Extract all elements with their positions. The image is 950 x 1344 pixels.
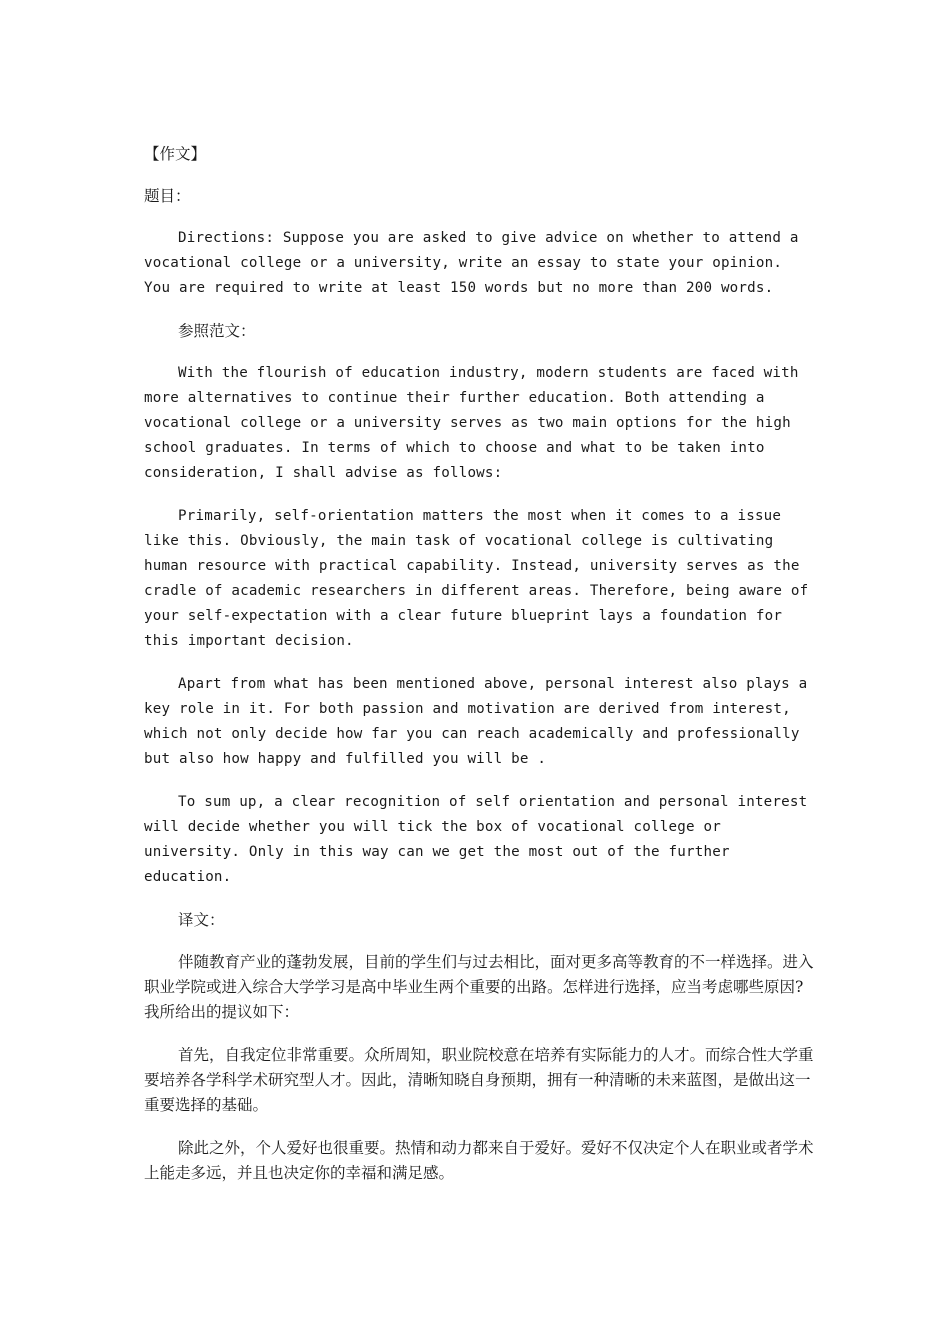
translation-label: 译文： <box>178 911 225 929</box>
translation-paragraph: 除此之外，个人爱好也很重要。热情和动力都来自于爱好。爱好不仅决定个人在职业或者学术上能走多远，并且也决定你的幸福和满足感。 <box>144 1139 814 1182</box>
document-body <box>144 142 814 1204</box>
translation-paragraph: 首先，自我定位非常重要。众所周知，职业院校意在培养有实际能力的人才。而综合性大学重要培养各学科学术研究型人才。因此，清晰知晓自身预期，拥有一种清晰的未来蓝图，是做出这一重要选择的基础。 <box>144 1046 814 1114</box>
directions-paragraph: Directions: Suppose you are asked to give advice on whether to attend a vocational college or a university, write an essay to state your opinion. You are required to write at least 150 words but no more than 200 words. <box>144 230 799 296</box>
translation-paragraph: 伴随教育产业的蓬勃发展，目前的学生们与过去相比，面对更多高等教育的不一样选择。进入职业学院或进入综合大学学习是高中毕业生两个重要的出路。怎样进行选择，应当考虑哪些原因?我所给出的提议如下： <box>144 953 814 1021</box>
sample-essay-label: 参照范文： <box>178 322 256 340</box>
section-heading: 【作文】 <box>144 145 207 163</box>
sample-paragraph: With the flourish of education industry, modern students are faced with more alternatives to continue their further education. Both attending a vocational college or a university serves as two main options for the high school graduates. In terms of which to choose and what to be taken into consideration, I shall advise as follows: <box>144 365 799 481</box>
sample-paragraph: To sum up, a clear recognition of self orientation and personal interest will decide whether you will tick the box of vocational college or university. Only in this way can we get the most out of the further education. <box>144 794 808 885</box>
sample-paragraph: Apart from what has been mentioned above, personal interest also plays a key role in it. For both passion and motivation are derived from interest, which not only decide how far you can reach academically and professionally but also how happy and fulfilled you will be . <box>144 676 808 767</box>
topic-label: 题目： <box>144 187 191 205</box>
sample-paragraph: Primarily, self-orientation matters the most when it comes to a issue like this. Obviously, the main task of vocational college is cultivating human resource with practical capability. Instead, university serves as the cradle of academic researchers in different areas. Therefore, being aware of your self-expectation with a clear future blueprint lays a foundation for this important decision. <box>144 508 809 649</box>
